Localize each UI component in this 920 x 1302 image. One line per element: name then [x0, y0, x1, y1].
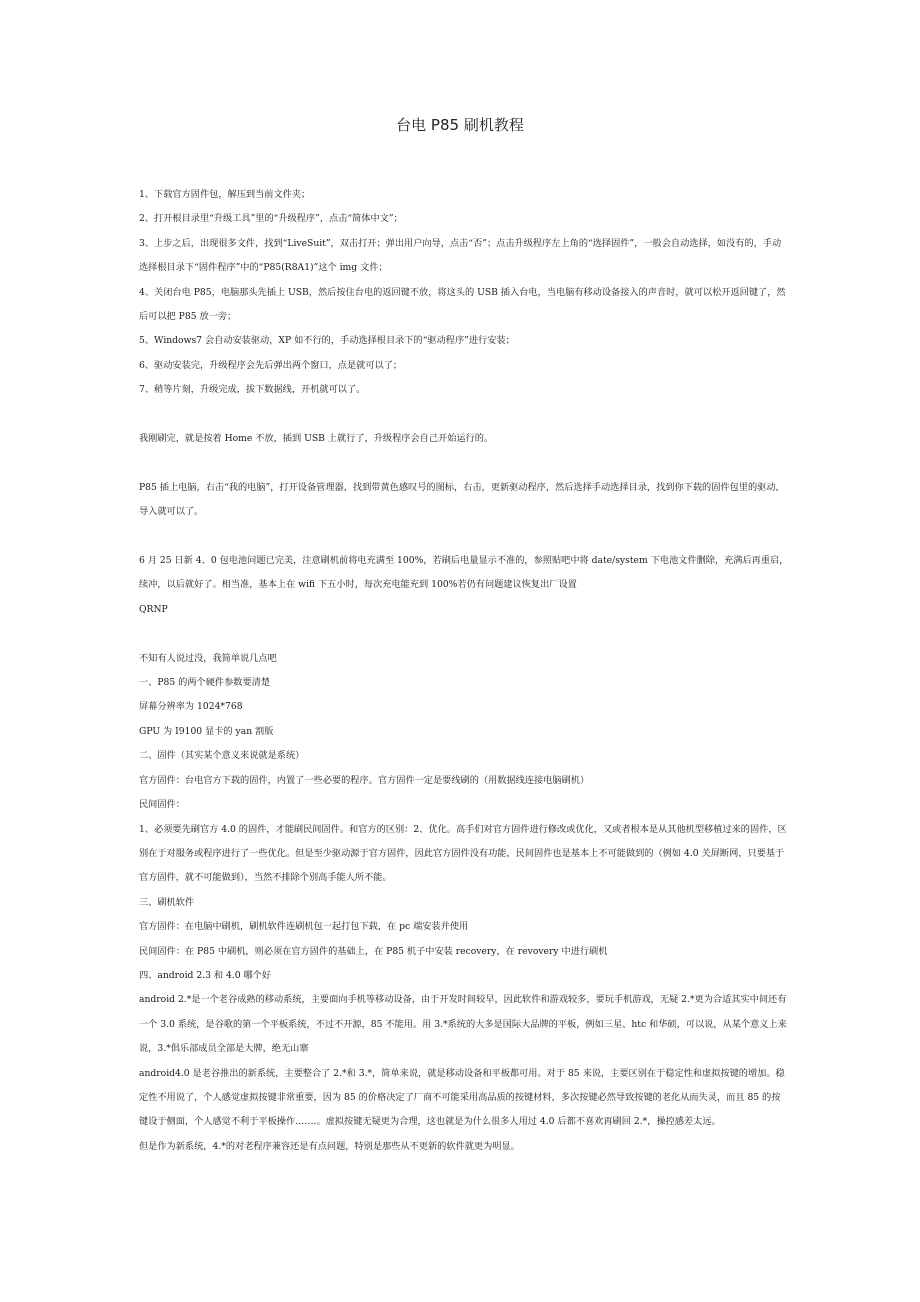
section-heading-hardware: 一、P85 的两个硬件参数要清楚: [139, 677, 271, 689]
step-3: 3、上步之后，出现很多文件，找到“LiveSuit”，双击打开；弹出用户向导，点击“否”；点击升级程序左上角的“选择固件”，一般会自动选择，如没有的，手动选择根目录下“固件程序”中的“P85(R8A1)”这个 img 文件；: [139, 237, 782, 274]
section-line-official-firmware: 官方固件：台电官方下载的固件，内置了一些必要的程序。官方固件一定是要线刷的（用数据线连接电脑刷机）: [139, 774, 590, 786]
section-intro: 不知有人说过没，我简单说几点吧: [139, 652, 277, 664]
section-line-custom-firmware: 民间固件：: [139, 799, 185, 811]
section-heading-firmware: 二、固件（其实某个意义来说就是系统）: [139, 750, 305, 762]
spacer: [139, 403, 789, 427]
section-line-resolution: 屏幕分辨率为 1024*768: [139, 701, 243, 713]
note-home-key: 我刚刷完，就是按着 Home 不放，插到 USB 上就行了，升级程序会自己开始运行的。: [139, 433, 494, 445]
spacer: [139, 525, 789, 549]
note-battery: 6 月 25 日新 4、0 包电池问题已完美，注意刷机前将电充满至 100%，若刷后电量显示不准的，参照贴吧中将 date/system 下电池文件删除，充满后再重启，续冲，以后就好了。相当准，基本上在 wifi 下五小时，每次充电能充到 100%若仍有问题建议恢复出厂设置: [139, 555, 789, 591]
note-battery-tail: QRNP: [139, 603, 168, 615]
section-line-gpu: GPU 为 I9100 显卡的 yan 割版: [139, 725, 274, 737]
section-line-custom-flash: 民间固件：在 P85 中刷机，则必须在官方固件的基础上，在 P85 机子中安装 recovery，在 revovery 中进行刷机: [139, 945, 608, 957]
step-5: 5、Windows7 会自动安装驱动，XP 如不行的，手动选择根目录下的“驱动程序”进行安装；: [139, 335, 515, 347]
document-title: 台电 P85 刷机教程: [396, 116, 524, 134]
step-6: 6、驱动安装完，升级程序会先后弹出两个窗口，点是就可以了；: [139, 359, 403, 371]
step-1: 1、下载官方固件包，解压到当前文件夹；: [139, 189, 311, 200]
section-heading-flash-software: 三、刷机软件: [139, 896, 195, 908]
section-paragraph-compat: 但是作为新系统，4.*的对老程序兼容还是有点问题，特别是那些从不更新的软件就更为明显。: [139, 1140, 520, 1152]
section-paragraph-android23: android 2.*是一个老谷成熟的移动系统，主要面向手机等移动设备，由于开发时间较早，因此软件和游戏较多，要玩手机游戏，无疑 2.*更为合适其实中间还有一个 3.0 系统，是谷歌的第一个平板系统，不过不开源，85 不能用。用 3.*系统的大多是国际大品牌的平板，例如三星、htc 和华硕，可以说，从某个意义上来说，3.*俱乐部成员全部是大牌，绝无山寨: [139, 994, 787, 1055]
section-line-official-flash: 官方固件：在电脑中刷机，刷机软件连刷机包一起打包下载，在 pc 端安装并使用: [139, 921, 469, 933]
note-driver: P85 插上电脑，右击“我的电脑”，打开设备管理器，找到带黄色感叹号的图标，右击，更新驱动程序，然后选择手动选择目录，找到你下载的固件包里的驱动，导入就可以了。: [139, 481, 785, 518]
spacer: [139, 451, 789, 475]
section-paragraph-android40: android4.0 是老谷推出的新系统，主要整合了 2.*和 3.*，简单来说，就是移动设备和平板都可用。对于 85 来说，主要区别在于稳定性和虚拟按键的增加。稳定性不用说了，个人感觉虚拟按键非常重要，因为 85 的价格决定了厂商不可能采用高品质的按键材料，多次按键必然导致按键的老化从而失灵，而且 85 的按键设于侧面，个人感觉不利于平板操作…….。虚拟按键无疑更为合理，这也就是为什么很多人用过 4.0 后都不喜欢再刷回 2.*，操控感差太远。: [139, 1067, 785, 1128]
section-paragraph-custom-firmware: 1、必须要先刷官方 4.0 的固件，才能刷民间固件。和官方的区别：2、优化。高手们对官方固件进行修改或优化，又或者根本是从其他机型移植过来的固件，区别在于对服务或程序进行了一些优化。但是至少驱动源于官方固件，因此官方固件没有功能，民间固件也是基本上不可能做到的（例如 4.0 关屏断网，只要基于官方固件，就不可能做到），当然不排除个别高手能人所不能。: [139, 823, 787, 884]
section-heading-android: 四、android 2.3 和 4.0 哪个好: [139, 969, 272, 981]
step-7: 7、稍等片刻，升级完成，拔下数据线，开机就可以了。: [139, 384, 366, 396]
step-2: 2、打开根目录里“升级工具”里的“升级程序”，点击“简体中文”；: [139, 213, 403, 225]
spacer: [139, 622, 789, 646]
document-body: [139, 183, 789, 1159]
step-4: 4、关闭台电 P85，电脑那头先插上 USB，然后按住台电的返回键不放，将这头的 USB 插入台电，当电脑有移动设备接入的声音时，就可以松开返回键了，然后可以把 P85 放一旁；: [139, 286, 786, 323]
